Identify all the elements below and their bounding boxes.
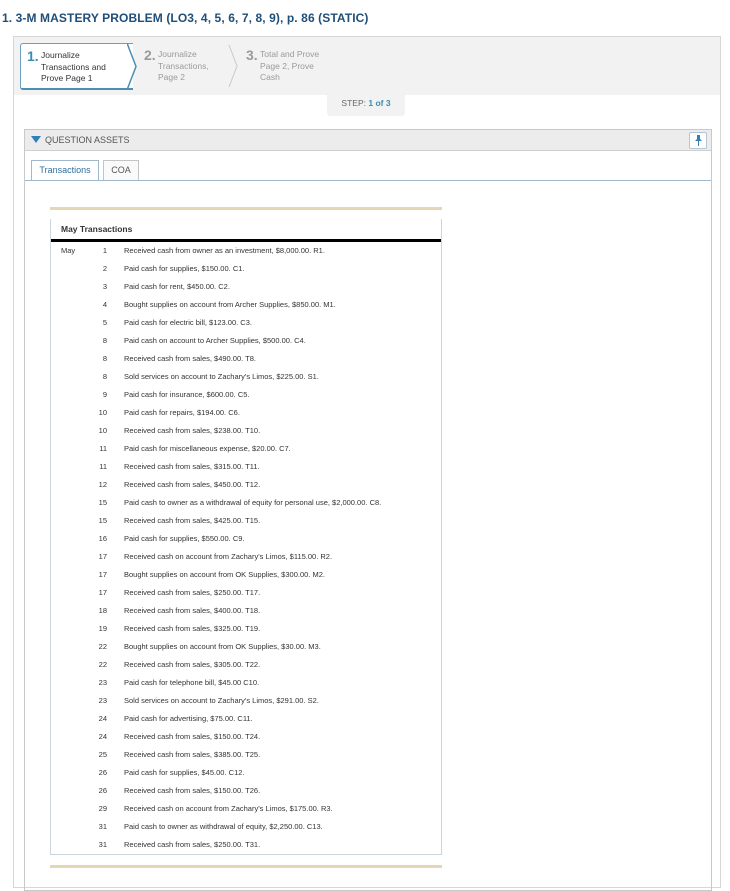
day-cell: 3 [102, 282, 107, 291]
transaction-cell: Sold services on account to Zachary's Limos, $225.00. S1. [124, 372, 319, 381]
transaction-cell: Paid cash to owner as a withdrawal of equity for personal use, $2,000.00. C8. [124, 498, 382, 507]
table-row [51, 638, 441, 656]
day-cell: 24 [98, 714, 107, 723]
table-row [51, 260, 441, 278]
problem-title: 1. 3-M MASTERY PROBLEM (LO3, 4, 5, 6, 7, 8, 9), p. 86 (STATIC) [2, 11, 369, 25]
step-label: Journalize Transactions and Prove Page 1 [41, 50, 106, 83]
day-cell: 8 [102, 354, 107, 363]
tab-divider [25, 180, 711, 181]
day-cell: 17 [98, 570, 107, 579]
pin-button[interactable] [689, 132, 707, 149]
table-row [51, 368, 441, 386]
transaction-cell: Bought supplies on account from OK Supplies, $30.00. M3. [124, 642, 321, 651]
table-row [51, 314, 441, 332]
step-number: 3. [246, 47, 258, 63]
day-cell: 11 [99, 444, 107, 453]
step-3-tab[interactable] [240, 43, 334, 87]
table-top-rule [50, 207, 442, 210]
table-row [51, 404, 441, 422]
transactions-table-body [50, 219, 442, 855]
tab-transactions[interactable]: Transactions [31, 160, 99, 181]
table-row [51, 728, 441, 746]
transaction-cell: Received cash from sales, $238.00. T10. [124, 426, 261, 435]
table-row [51, 458, 441, 476]
transaction-cell: Received cash from sales, $305.00. T22. [124, 660, 261, 669]
day-cell: 2 [102, 264, 107, 273]
day-cell: 31 [98, 840, 107, 849]
pin-icon [694, 135, 703, 146]
table-row [51, 710, 441, 728]
table-title: May Transactions [51, 219, 441, 242]
transaction-cell: Paid cash for insurance, $600.00. C5. [124, 390, 250, 399]
table-row [51, 332, 441, 350]
table-row [51, 746, 441, 764]
transaction-cell: Sold services on account to Zachary's Limos, $291.00. S2. [124, 696, 319, 705]
table-row [51, 692, 441, 710]
day-cell: 29 [98, 804, 107, 813]
day-cell: 15 [98, 516, 107, 525]
day-cell: 22 [98, 660, 107, 669]
day-cell: 10 [98, 426, 107, 435]
day-cell: 25 [98, 750, 107, 759]
day-cell: 19 [98, 624, 107, 633]
table-row [51, 296, 441, 314]
day-cell: 23 [98, 696, 107, 705]
day-cell: 23 [98, 678, 107, 687]
day-cell: 17 [98, 552, 107, 561]
table-row [51, 350, 441, 368]
table-row [51, 782, 441, 800]
table-row [51, 278, 441, 296]
transaction-cell: Paid cash for supplies, $45.00. C12. [124, 768, 245, 777]
day-cell: 17 [98, 588, 107, 597]
table-row [51, 836, 441, 854]
table-row [51, 602, 441, 620]
transaction-cell: Received cash from sales, $150.00. T24. [124, 732, 261, 741]
day-cell: 18 [98, 606, 107, 615]
day-cell: 8 [102, 372, 107, 381]
transaction-cell: Received cash from sales, $400.00. T18. [124, 606, 261, 615]
table-row [51, 566, 441, 584]
transaction-cell: Received cash from sales, $425.00. T15. [124, 516, 261, 525]
transaction-cell: Paid cash to owner as withdrawal of equity, $2,250.00. C13. [124, 822, 323, 831]
transaction-cell: Received cash from sales, $385.00. T25. [124, 750, 261, 759]
transaction-cell: Paid cash for advertising, $75.00. C11. [124, 714, 253, 723]
table-row [51, 512, 441, 530]
day-cell: 4 [102, 300, 107, 309]
transaction-cell: Received cash on account from Zachary's Limos, $115.00. R2. [124, 552, 333, 561]
day-cell: 11 [99, 462, 107, 471]
transactions-table [50, 207, 442, 868]
transaction-cell: Received cash from sales, $250.00. T31. [124, 840, 261, 849]
transaction-cell: Received cash from owner as an investment, $8,000.00. R1. [124, 246, 325, 255]
step-label: Total and Prove Page 2, Prove Cash [260, 49, 320, 82]
transaction-cell: Paid cash for supplies, $150.00. C1. [124, 264, 245, 273]
step-1-tab[interactable] [20, 43, 133, 90]
day-cell: 22 [98, 642, 107, 651]
table-row [51, 242, 441, 260]
transaction-cell: Received cash from sales, $150.00. T26. [124, 786, 261, 795]
table-row [51, 800, 441, 818]
transaction-cell: Received cash from sales, $250.00. T17. [124, 588, 261, 597]
table-row [51, 386, 441, 404]
table-bottom-rule [50, 865, 442, 868]
table-row [51, 764, 441, 782]
day-cell: 5 [102, 318, 107, 327]
transaction-cell: Paid cash for telephone bill, $45.00 C10. [124, 678, 260, 687]
question-assets-header[interactable] [25, 130, 711, 151]
question-assets-title: QUESTION ASSETS [45, 135, 130, 145]
table-row [51, 530, 441, 548]
problem-frame [13, 36, 721, 888]
step-indicator-current: 1 of 3 [368, 98, 391, 108]
step-indicator-prefix: STEP: [341, 98, 366, 108]
table-row [51, 620, 441, 638]
step-2-tab[interactable] [138, 43, 234, 87]
question-assets-panel [24, 129, 712, 891]
steps-bar [14, 37, 720, 95]
day-cell: 12 [98, 480, 107, 489]
transaction-cell: Paid cash for supplies, $550.00. C9. [124, 534, 245, 543]
month-cell: May [61, 246, 76, 255]
table-row [51, 440, 441, 458]
step-label: Journalize Transactions, Page 2 [158, 49, 209, 82]
transaction-rows [51, 242, 441, 854]
table-row [51, 674, 441, 692]
day-cell: 26 [98, 786, 107, 795]
table-row [51, 584, 441, 602]
transaction-cell: Paid cash for electric bill, $123.00. C3. [124, 318, 252, 327]
transaction-cell: Received cash from sales, $315.00. T11. [124, 462, 260, 471]
table-row [51, 548, 441, 566]
table-row [51, 656, 441, 674]
transaction-cell: Received cash from sales, $450.00. T12. [124, 480, 261, 489]
day-cell: 10 [98, 408, 107, 417]
day-cell: 1 [102, 246, 107, 255]
transaction-cell: Bought supplies on account from OK Supplies, $300.00. M2. [124, 570, 325, 579]
transaction-cell: Paid cash for repairs, $194.00. C6. [124, 408, 240, 417]
day-cell: 15 [98, 498, 107, 507]
step-number: 1. [27, 48, 39, 64]
day-cell: 16 [98, 534, 107, 543]
transaction-cell: Paid cash for miscellaneous expense, $20.00. C7. [124, 444, 291, 453]
transaction-cell: Paid cash on account to Archer Supplies, $500.00. C4. [124, 336, 306, 345]
day-cell: 24 [98, 732, 107, 741]
table-row [51, 476, 441, 494]
table-row [51, 422, 441, 440]
collapse-triangle-icon[interactable] [31, 136, 41, 143]
day-cell: 8 [102, 336, 107, 345]
transaction-cell: Received cash from sales, $490.00. T8. [124, 354, 257, 363]
transaction-cell: Bought supplies on account from Archer Supplies, $850.00. M1. [124, 300, 336, 309]
table-row [51, 818, 441, 836]
step-chevron-icon [228, 45, 238, 87]
table-row [51, 494, 441, 512]
day-cell: 26 [98, 768, 107, 777]
step-chevron-icon [127, 43, 137, 90]
day-cell: 31 [98, 822, 107, 831]
transaction-cell: Received cash from sales, $325.00. T19. [124, 624, 261, 633]
step-number: 2. [144, 47, 156, 63]
tab-coa[interactable]: COA [103, 160, 139, 180]
day-cell: 9 [102, 390, 107, 399]
step-indicator [327, 94, 405, 116]
transaction-cell: Received cash on account from Zachary's Limos, $175.00. R3. [124, 804, 333, 813]
transaction-cell: Paid cash for rent, $450.00. C2. [124, 282, 230, 291]
